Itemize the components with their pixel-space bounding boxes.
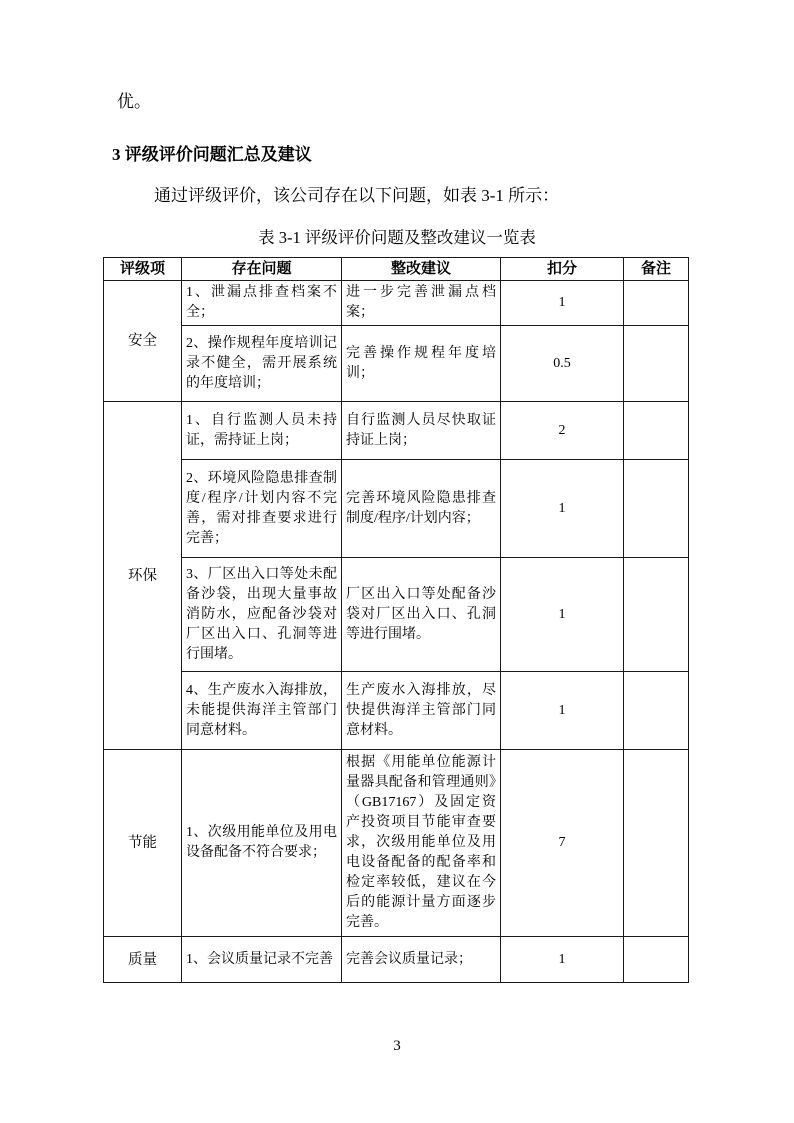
table-row xyxy=(104,937,689,983)
column-header-remarks: 备注 xyxy=(624,258,689,281)
intro-paragraph: 通过评级评价，该公司存在以下问题，如表 3-1 所示： xyxy=(154,186,560,205)
table-row xyxy=(104,326,689,402)
problem-cell: 3、厂区出入口等处未配备沙袋，出现大量事故消防水，应配备沙袋对厂区出入口、孔洞等进行围堵。 xyxy=(182,558,342,672)
column-header-rating-item: 评级项 xyxy=(104,258,182,281)
category-cell-quality: 质量 xyxy=(104,937,182,983)
problem-cell: 1、会议质量记录不完善 xyxy=(182,937,342,983)
column-header-existing-problem: 存在问题 xyxy=(182,258,342,281)
column-header-score-deduction: 扣分 xyxy=(501,258,624,281)
suggestion-cell: 厂区出入口等处配备沙袋对厂区出入口、孔洞等进行围堵。 xyxy=(342,558,501,672)
score-cell: 1 xyxy=(501,281,624,326)
suggestion-cell: 完善会议质量记录； xyxy=(342,937,501,983)
problem-cell: 2、操作规程年度培训记录不健全，需开展系统的年度培训； xyxy=(182,326,342,402)
problem-cell: 1、泄漏点排查档案不全； xyxy=(182,281,342,326)
score-cell: 1 xyxy=(501,672,624,750)
column-header-rectification-suggestion: 整改建议 xyxy=(342,258,501,281)
table-row xyxy=(104,402,689,460)
score-cell: 1 xyxy=(501,460,624,558)
note-cell xyxy=(624,937,689,983)
note-cell xyxy=(624,281,689,326)
suggestion-cell: 进一步完善泄漏点档案； xyxy=(342,281,501,326)
score-cell: 2 xyxy=(501,402,624,460)
table-row xyxy=(104,281,689,326)
page-number: 3 xyxy=(393,1038,401,1054)
suggestion-cell: 根据《用能单位能源计量器具配备和管理通则》（GB17167）及固定资产投资项目节能审查要求，次级用能单位及用电设备配备的配备率和检定率较低，建议在今后的能源计量方面逐步完善。 xyxy=(342,750,501,937)
suggestion-cell: 完善环境风险隐患排查制度/程序/计划内容； xyxy=(342,460,501,558)
problem-cell: 2、环境风险隐患排查制度/程序/计划内容不完善，需对排查要求进行完善； xyxy=(182,460,342,558)
category-cell-safety: 安全 xyxy=(104,281,182,402)
score-cell: 0.5 xyxy=(501,326,624,402)
note-cell xyxy=(624,558,689,672)
note-cell xyxy=(624,326,689,402)
note-cell xyxy=(624,750,689,937)
section-heading: 3 评级评价问题汇总及建议 xyxy=(112,145,312,164)
suggestion-cell: 完善操作规程年度培训； xyxy=(342,326,501,402)
score-cell: 1 xyxy=(501,558,624,672)
note-cell xyxy=(624,402,689,460)
issues-table xyxy=(103,257,689,983)
problem-cell: 1、自行监测人员未持证，需持证上岗； xyxy=(182,402,342,460)
table-row xyxy=(104,558,689,672)
table-header-row xyxy=(104,258,689,281)
note-cell xyxy=(624,460,689,558)
score-cell: 7 xyxy=(501,750,624,937)
suggestion-cell: 生产废水入海排放，尽快提供海洋主管部门同意材料。 xyxy=(342,672,501,750)
note-cell xyxy=(624,672,689,750)
table-row xyxy=(104,460,689,558)
table-caption: 表 3-1 评级评价问题及整改建议一览表 xyxy=(258,228,536,247)
problem-cell: 1、次级用能单位及用电设备配备不符合要求； xyxy=(182,750,342,937)
suggestion-cell: 自行监测人员尽快取证持证上岗； xyxy=(342,402,501,460)
paragraph-fragment: 优。 xyxy=(117,92,151,111)
table-row xyxy=(104,672,689,750)
category-cell-energy-saving: 节能 xyxy=(104,750,182,937)
category-cell-environment: 环保 xyxy=(104,402,182,750)
score-cell: 1 xyxy=(501,937,624,983)
problem-cell: 4、生产废水入海排放，未能提供海洋主管部门同意材料。 xyxy=(182,672,342,750)
table-row xyxy=(104,750,689,937)
